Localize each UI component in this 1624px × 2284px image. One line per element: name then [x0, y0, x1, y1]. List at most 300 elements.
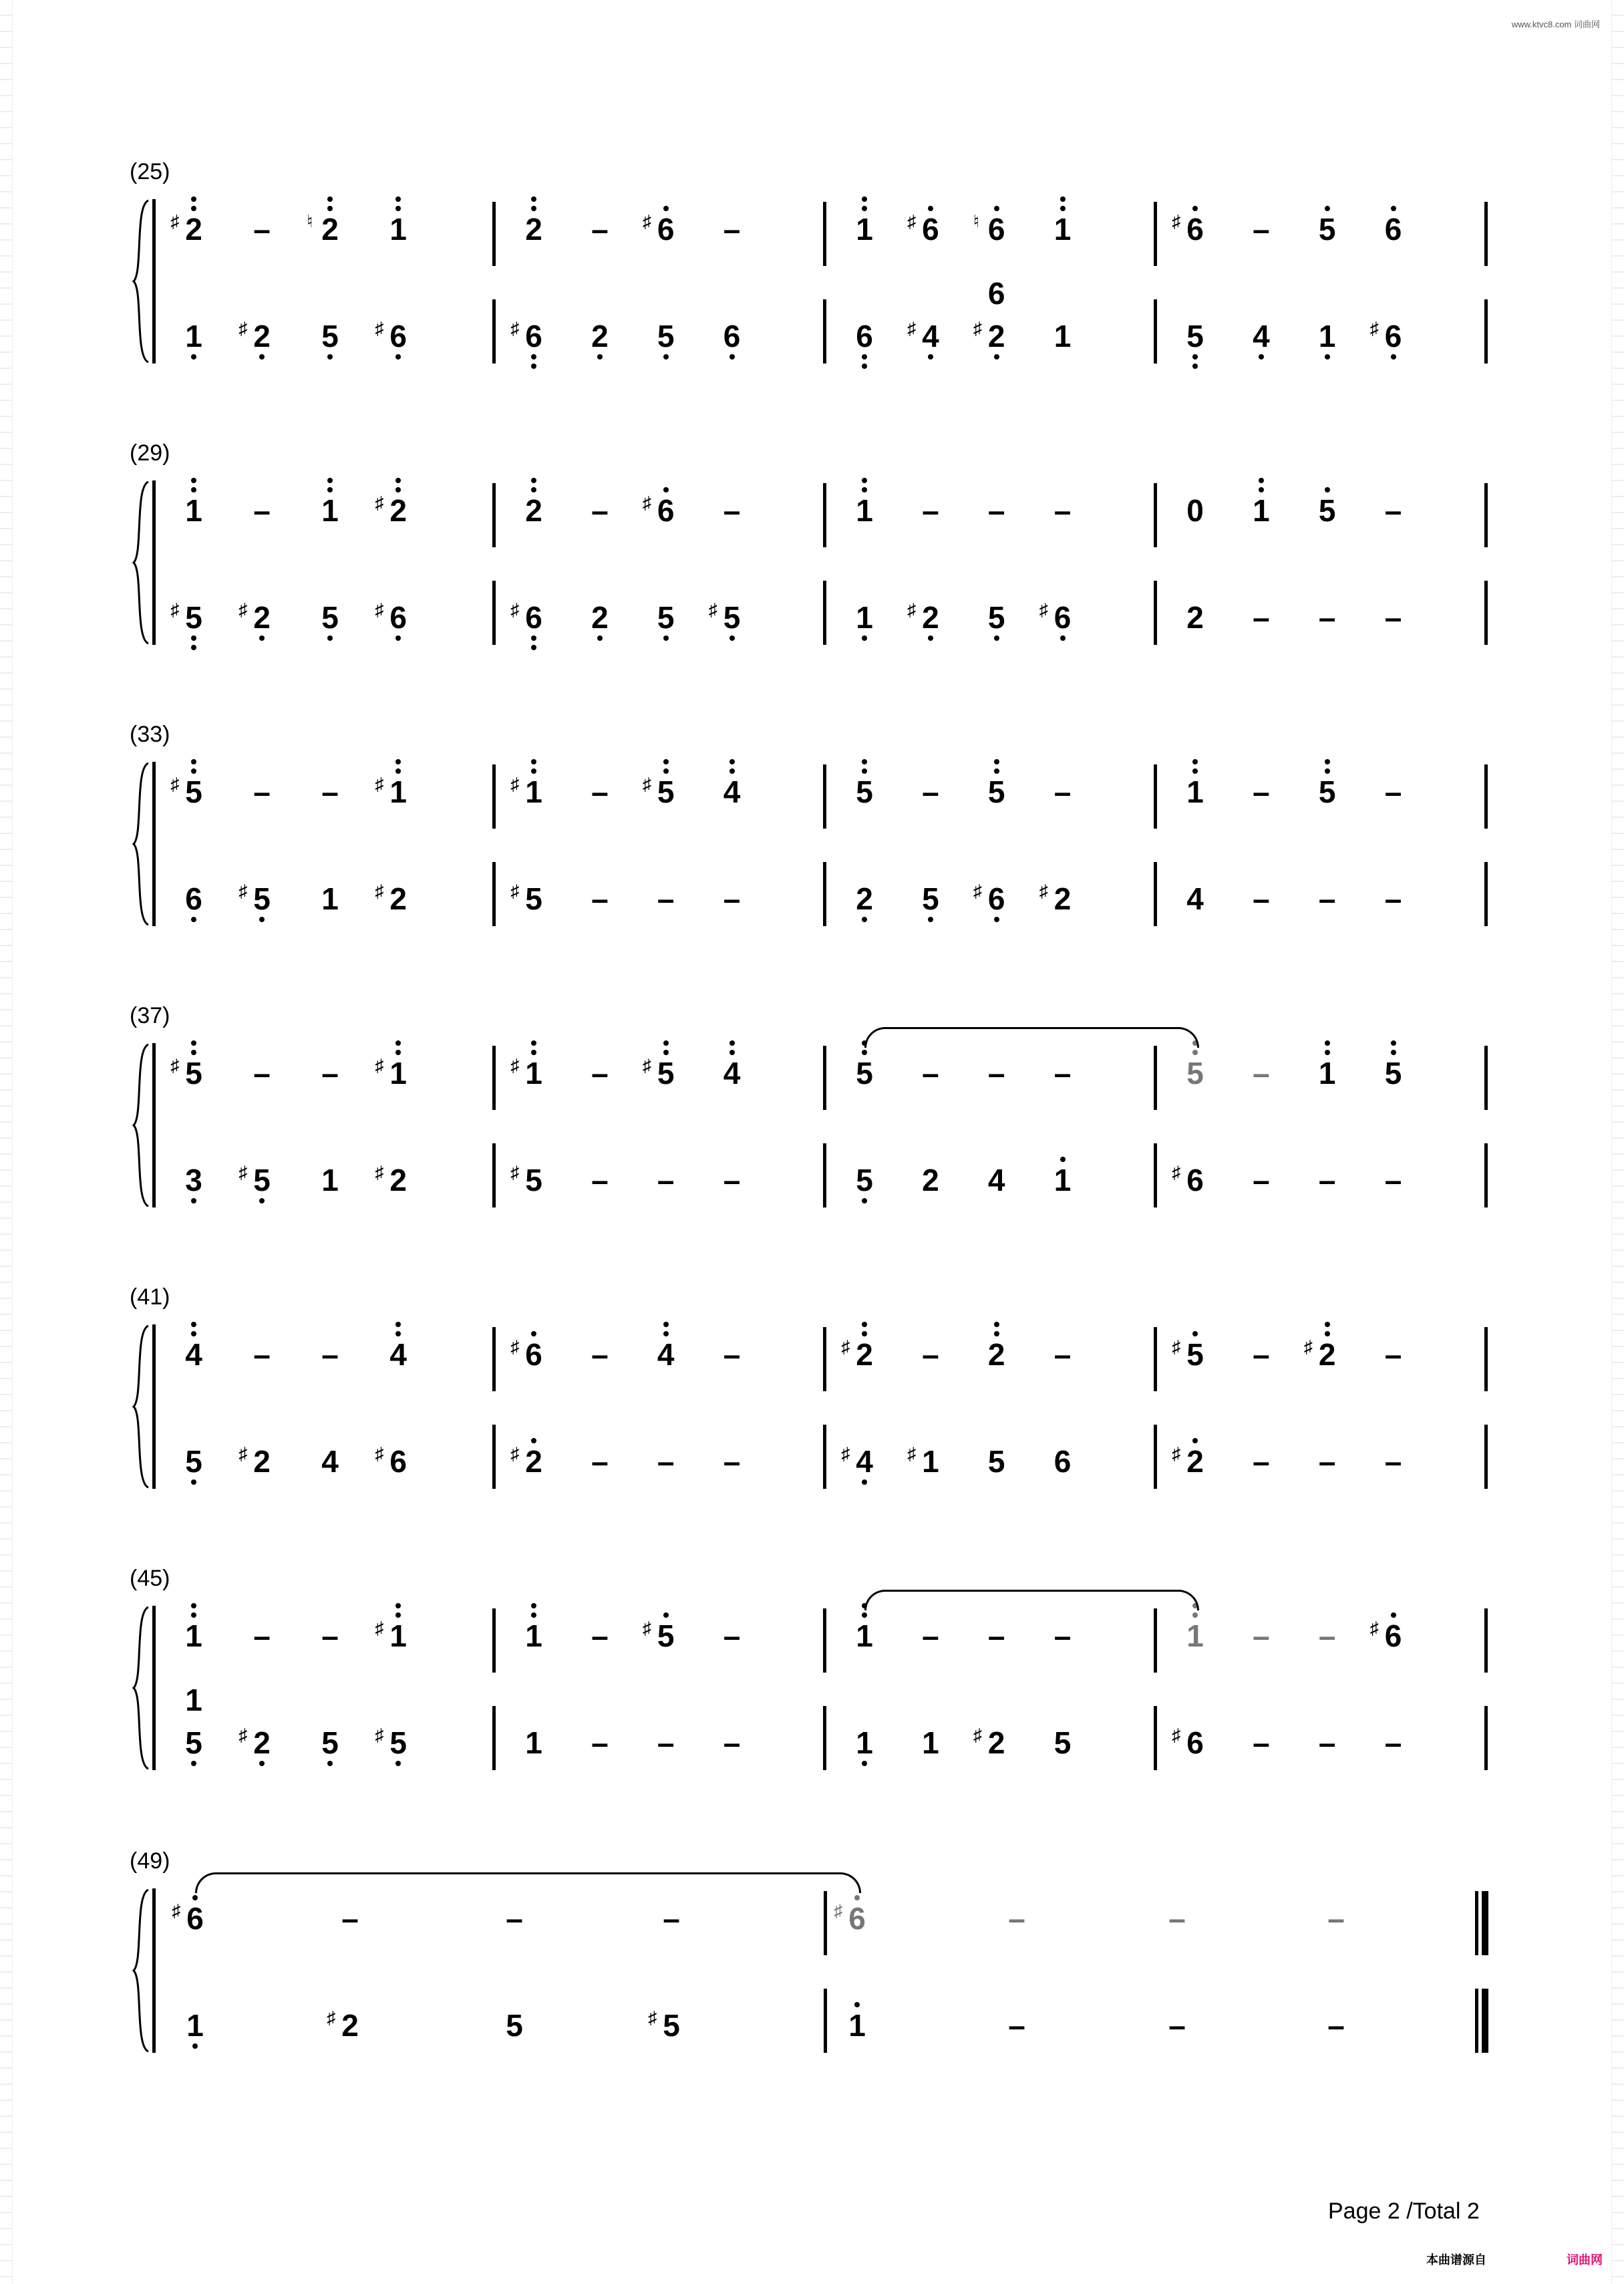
note-digit: – — [1253, 1056, 1270, 1091]
note — [327, 2007, 373, 2043]
octave-dot-below — [327, 635, 333, 641]
note-digit: 2 ♯ — [1319, 1339, 1336, 1370]
note — [170, 1165, 217, 1195]
dash-sign — [577, 1058, 623, 1089]
octave-dot-above — [1060, 206, 1066, 211]
octave-dot-below — [1192, 364, 1198, 369]
note-digit: 0 — [1186, 493, 1204, 528]
note-digit: 5 ♯ — [185, 1058, 202, 1089]
note-digit: – — [591, 1444, 609, 1479]
note-digit: 6 — [185, 883, 202, 914]
chord-digit: 6 — [987, 276, 1005, 311]
note — [307, 495, 353, 526]
barline — [492, 862, 496, 926]
note-digit: – — [723, 881, 741, 916]
note-digit: 1 — [1054, 214, 1072, 245]
measure-number: (25) — [130, 159, 170, 184]
dash-sign — [577, 1446, 623, 1477]
note-digit: 4 — [723, 1058, 741, 1089]
dash-sign — [709, 1446, 756, 1477]
note — [170, 321, 217, 351]
note-digit: 2 ♯ — [185, 214, 202, 245]
note-digit: 2 ♯ — [389, 495, 407, 526]
note — [375, 1339, 422, 1370]
brace-shape — [131, 1888, 151, 2053]
note-digit: 2 ♯ — [253, 1446, 271, 1477]
accidental-sign: ♯ — [375, 881, 384, 901]
note-digit: 1 — [185, 1620, 202, 1651]
note-digit: – — [663, 1901, 680, 1936]
accidental-sign: ♯ — [973, 1725, 982, 1745]
note-digit: 2 — [591, 321, 609, 351]
dash-sign — [1370, 1339, 1417, 1370]
accidental-sign: ♯ — [170, 211, 180, 231]
accidental-sign: ♯ — [1172, 1725, 1181, 1745]
dash-sign — [1039, 495, 1086, 526]
barline — [1154, 1327, 1157, 1391]
note-digit: 5 ♯ — [657, 1620, 675, 1651]
note-digit: 5 — [856, 1165, 873, 1195]
dash-sign — [1304, 883, 1351, 914]
octave-dot-below — [1060, 635, 1066, 641]
octave-dot-above — [1192, 768, 1198, 774]
dash-sign — [643, 1446, 689, 1477]
note-digit: – — [1384, 1444, 1402, 1479]
octave-dot-above — [928, 206, 933, 211]
note-digit: 5 ♯ — [525, 1165, 542, 1195]
note — [709, 321, 756, 351]
octave-dot-above — [531, 487, 536, 492]
note — [170, 599, 217, 635]
octave-dot-above — [395, 1322, 401, 1327]
octave-dot-above — [862, 1050, 867, 1055]
note — [510, 1620, 557, 1651]
dash-sign — [1154, 1903, 1200, 1934]
note-digit: 5 ♯ — [657, 776, 675, 807]
dash-sign — [577, 883, 623, 914]
note — [973, 1165, 1020, 1195]
note — [834, 1900, 880, 1936]
note — [643, 776, 689, 807]
octave-dot-below — [259, 1761, 265, 1766]
octave-dot-below — [729, 635, 735, 641]
octave-dot-below — [531, 645, 536, 650]
accidental-sign: ♯ — [973, 881, 982, 901]
note-digit: 5 — [321, 321, 339, 351]
note-digit: 4 ♯ — [856, 1446, 873, 1477]
dash-sign — [709, 1165, 756, 1195]
octave-dot-above — [327, 487, 333, 492]
note-digit: 5 — [1186, 321, 1204, 351]
octave-dot-below — [191, 635, 196, 641]
note-digit: – — [1318, 1444, 1336, 1479]
note — [510, 776, 557, 807]
note-digit: – — [591, 774, 609, 809]
note-digit: 5 — [1319, 214, 1336, 245]
note — [1172, 1336, 1219, 1372]
note-digit: – — [1053, 493, 1072, 528]
note — [841, 1620, 888, 1651]
octave-dot-above — [531, 206, 536, 211]
note — [973, 211, 1020, 247]
barline — [492, 581, 496, 645]
note-digit: – — [1253, 774, 1270, 809]
dash-sign — [643, 1727, 689, 1758]
barline — [1484, 862, 1488, 926]
note — [642, 211, 689, 247]
octave-dot-above — [1325, 206, 1330, 211]
note — [1370, 1620, 1417, 1651]
octave-dot-above — [395, 196, 401, 202]
note — [643, 1620, 689, 1651]
octave-dot-below — [327, 354, 333, 360]
note-digit: – — [657, 881, 675, 916]
brace-shape — [131, 1324, 151, 1489]
note-digit: 1 — [856, 1727, 873, 1758]
dash-sign — [238, 1339, 285, 1370]
note-digit: 5 — [987, 1444, 1005, 1479]
note — [170, 1339, 217, 1370]
barline — [1484, 1327, 1488, 1391]
dash-sign — [1304, 1165, 1351, 1195]
tie-slur — [864, 1590, 1199, 1610]
note — [1304, 495, 1351, 526]
dash-sign — [1304, 1727, 1351, 1758]
octave-dot-above — [729, 768, 735, 774]
octave-dot-below — [862, 364, 867, 369]
note-digit: – — [723, 1618, 741, 1653]
note-digit: 1 — [1186, 776, 1204, 807]
measure-number: (37) — [130, 1003, 170, 1028]
note — [907, 1165, 954, 1195]
note-digit: 5 — [1186, 1058, 1204, 1089]
note-digit: 4 — [1186, 881, 1204, 916]
note-digit: 6 ♯ — [922, 214, 939, 245]
note — [172, 2010, 218, 2041]
barline — [492, 299, 496, 364]
octave-dot-below — [1259, 354, 1264, 360]
note-digit: 2 ♯ — [253, 321, 271, 351]
dash-sign — [577, 495, 623, 526]
note — [1304, 214, 1351, 245]
note — [1172, 1443, 1219, 1479]
note-digit: 6 ♯ — [1186, 1727, 1204, 1758]
note-digit: – — [321, 1056, 339, 1091]
system-line — [152, 199, 156, 364]
octave-dot-above — [1325, 1040, 1330, 1046]
octave-dot-below — [663, 354, 669, 360]
dash-sign — [907, 495, 954, 526]
octave-dot-above — [862, 1322, 867, 1327]
note-digit: – — [922, 1337, 939, 1372]
system-line — [152, 762, 156, 926]
octave-dot-below — [994, 635, 999, 641]
note — [1238, 495, 1285, 526]
note — [307, 1165, 353, 1195]
accidental-sign: ♯ — [375, 774, 384, 794]
note-digit: 5 ♯ — [253, 883, 271, 914]
dash-sign — [709, 1620, 756, 1651]
octave-dot-above — [395, 487, 401, 492]
note-digit: – — [987, 493, 1005, 528]
octave-dot-below — [862, 635, 867, 641]
note-digit: 5 — [321, 602, 339, 633]
note — [1172, 602, 1219, 633]
octave-dot-above — [531, 196, 536, 202]
note-digit: – — [591, 881, 609, 916]
barline — [823, 764, 826, 829]
note-digit: 1 — [185, 495, 202, 526]
note-digit: – — [723, 212, 741, 247]
note — [1039, 1165, 1086, 1195]
note — [1039, 883, 1086, 914]
note-digit: 6 ♯ — [525, 602, 542, 633]
octave-dot-above — [1325, 768, 1330, 774]
note-digit: 1 — [1253, 495, 1270, 526]
barline — [1484, 299, 1488, 364]
accidental-sign: ♯ — [375, 1055, 384, 1075]
note — [642, 1055, 689, 1091]
dash-sign — [643, 1165, 689, 1195]
octave-dot-below — [395, 1761, 401, 1766]
accidental-sign: ♯ — [238, 599, 248, 619]
note-digit: 4 — [657, 1339, 675, 1370]
barline — [823, 1143, 826, 1207]
note-digit: 6 — [856, 321, 873, 351]
octave-dot-below — [1192, 354, 1198, 360]
note — [375, 776, 422, 807]
measure-number: (41) — [130, 1284, 170, 1310]
barline — [1154, 862, 1157, 926]
octave-dot-above — [862, 478, 867, 483]
note — [307, 883, 353, 914]
note-digit: – — [1253, 1725, 1270, 1760]
note — [375, 1055, 422, 1091]
accidental-sign: ♯ — [510, 1336, 520, 1357]
barline — [492, 1327, 496, 1391]
octave-dot-above — [192, 1895, 198, 1900]
accidental-sign: ♯ — [510, 1055, 520, 1075]
note-digit: – — [723, 1444, 741, 1479]
octave-dot-above — [531, 1612, 536, 1618]
note-digit: – — [1318, 1163, 1336, 1197]
note-digit: – — [922, 1056, 939, 1091]
note — [1303, 1336, 1351, 1372]
note — [841, 1443, 888, 1479]
brace-shape — [131, 199, 151, 364]
note-digit: 6 ♯ — [389, 1446, 407, 1477]
note — [1172, 1620, 1219, 1651]
note-digit: 5 — [856, 776, 873, 807]
barline — [1484, 483, 1488, 547]
accidental-sign: ♯ — [510, 318, 520, 338]
dash-sign — [238, 1058, 285, 1089]
octave-dot-above — [191, 1612, 196, 1618]
octave-dot-above — [327, 206, 333, 211]
note — [1039, 1446, 1086, 1477]
accidental-sign: ♯ — [375, 1618, 384, 1638]
barline — [492, 202, 496, 266]
dash-sign — [491, 1903, 538, 1934]
octave-dot-below — [928, 354, 933, 360]
note-digit: – — [1008, 2008, 1025, 2043]
note — [170, 1055, 217, 1091]
measure-number: (29) — [130, 440, 170, 466]
page-number: Page 2 /Total 2 — [1328, 2198, 1480, 2224]
dash-sign — [1238, 1620, 1285, 1651]
note-digit: 5 — [856, 1058, 873, 1089]
note-digit: 1 — [185, 321, 202, 351]
note-digit: 5 — [185, 1446, 202, 1477]
note — [1172, 495, 1219, 526]
octave-dot-above — [191, 1603, 196, 1608]
note-digit: 5 ♯ — [1186, 1339, 1204, 1370]
octave-dot-below — [259, 917, 265, 922]
accidental-sign: ♯ — [170, 774, 180, 794]
note — [170, 1446, 217, 1477]
final-barline-thick — [1482, 1989, 1488, 2053]
octave-dot-below — [862, 1761, 867, 1766]
octave-dot-below — [597, 354, 603, 360]
octave-dot-above — [531, 768, 536, 774]
note — [510, 883, 557, 914]
note-digit: 6 ♯ — [525, 1339, 542, 1370]
note-digit: 5 ♯ — [525, 883, 542, 914]
note-digit: 5 — [506, 2008, 523, 2043]
octave-dot-below — [928, 635, 933, 641]
note-digit: 5 ♯ — [723, 602, 741, 633]
accidental-sign: ♯ — [907, 1443, 917, 1463]
dash-sign — [973, 1620, 1020, 1651]
octave-dot-above — [862, 196, 867, 202]
dash-sign — [238, 495, 285, 526]
note-digit: 6 ♯ — [389, 321, 407, 351]
brace-shape — [131, 1043, 151, 1207]
octave-dot-above — [862, 1612, 867, 1618]
octave-dot-above — [1325, 487, 1330, 492]
octave-dot-above — [1192, 1050, 1198, 1055]
note-digit: 1 — [856, 214, 873, 245]
accidental-sign: ♯ — [642, 211, 651, 231]
note-digit: 1 — [1319, 1058, 1336, 1089]
dash-sign — [577, 1339, 623, 1370]
octave-dot-above — [663, 1040, 669, 1046]
note-digit: 6 ♯ — [988, 883, 1005, 914]
octave-dot-below — [191, 645, 196, 650]
note-digit: – — [1253, 600, 1270, 635]
note-digit: 6 ♯ — [186, 1903, 204, 1934]
barline — [823, 1046, 826, 1110]
barline — [1154, 202, 1157, 266]
accidental-sign: ♯ — [973, 318, 982, 338]
note-digit: – — [591, 212, 609, 247]
octave-dot-below — [1325, 354, 1330, 360]
barline — [492, 483, 496, 547]
note — [708, 599, 756, 635]
barline — [823, 1327, 826, 1391]
octave-dot-below — [191, 354, 196, 360]
barline — [823, 483, 826, 547]
octave-dot-above — [729, 1050, 735, 1055]
note — [491, 2010, 538, 2041]
note-digit: 5 ♯ — [185, 776, 202, 807]
note-digit: 2 ♯ — [988, 321, 1005, 351]
note — [1172, 211, 1219, 247]
octave-dot-above — [663, 768, 669, 774]
dash-sign — [1304, 602, 1351, 633]
note-digit: – — [922, 1618, 939, 1653]
note — [643, 1339, 689, 1370]
barline — [1154, 1143, 1157, 1207]
octave-dot-above — [1325, 1331, 1330, 1336]
octave-dot-below — [994, 354, 999, 360]
dash-sign — [1238, 1446, 1285, 1477]
accidental-sign: ♯ — [642, 1055, 651, 1075]
octave-dot-above — [1391, 206, 1396, 211]
dash-sign — [973, 1058, 1020, 1089]
note-digit: 2 ♯ — [922, 602, 939, 633]
accidental-sign: ♯ — [708, 599, 717, 619]
accidental-sign: ♯ — [1369, 1618, 1379, 1638]
dash-sign — [1238, 602, 1285, 633]
dash-sign — [907, 776, 954, 807]
note-digit: 3 — [185, 1165, 202, 1195]
note — [834, 2010, 880, 2041]
note — [643, 602, 689, 633]
dash-sign — [307, 1339, 353, 1370]
note-digit: 6 — [1385, 214, 1402, 245]
accidental-sign: ♯ — [375, 1725, 384, 1745]
dash-sign — [1238, 776, 1285, 807]
barline — [1484, 1143, 1488, 1207]
note-digit: 1 — [856, 602, 873, 633]
dash-sign — [1238, 883, 1285, 914]
octave-dot-above — [994, 768, 999, 774]
note — [307, 321, 353, 351]
note-digit: – — [1384, 1163, 1402, 1197]
accidental-sign: ♯ — [841, 1336, 850, 1357]
note — [1370, 1058, 1417, 1089]
accidental-sign: ♯ — [1039, 881, 1048, 901]
note-digit: – — [1318, 600, 1336, 635]
note — [1369, 318, 1417, 353]
note-digit: – — [987, 1618, 1005, 1653]
note-digit: 6 — [1053, 1444, 1072, 1479]
octave-dot-above — [327, 478, 333, 483]
note-digit: 4 — [723, 776, 741, 807]
note-digit: – — [1253, 881, 1270, 916]
dash-sign — [1238, 214, 1285, 245]
note-digit: – — [1253, 1337, 1270, 1372]
octave-dot-above — [531, 759, 536, 764]
note — [973, 602, 1020, 633]
note-digit: – — [657, 1725, 675, 1760]
note — [841, 1165, 888, 1195]
octave-dot-above — [395, 1040, 401, 1046]
accidental-sign: ♯ — [907, 211, 917, 231]
octave-dot-below — [259, 1198, 265, 1203]
octave-dot-above — [854, 1895, 860, 1900]
note — [170, 495, 217, 526]
note-digit: 2 ♯ — [253, 602, 271, 633]
note-digit: 5 ♯ — [253, 1165, 271, 1195]
note-digit: – — [922, 493, 939, 528]
barline — [824, 1989, 827, 2053]
dash-sign — [307, 1620, 353, 1651]
accidental-sign: ♯ — [510, 1443, 520, 1463]
dash-sign — [709, 1339, 756, 1370]
note — [238, 1162, 285, 1197]
